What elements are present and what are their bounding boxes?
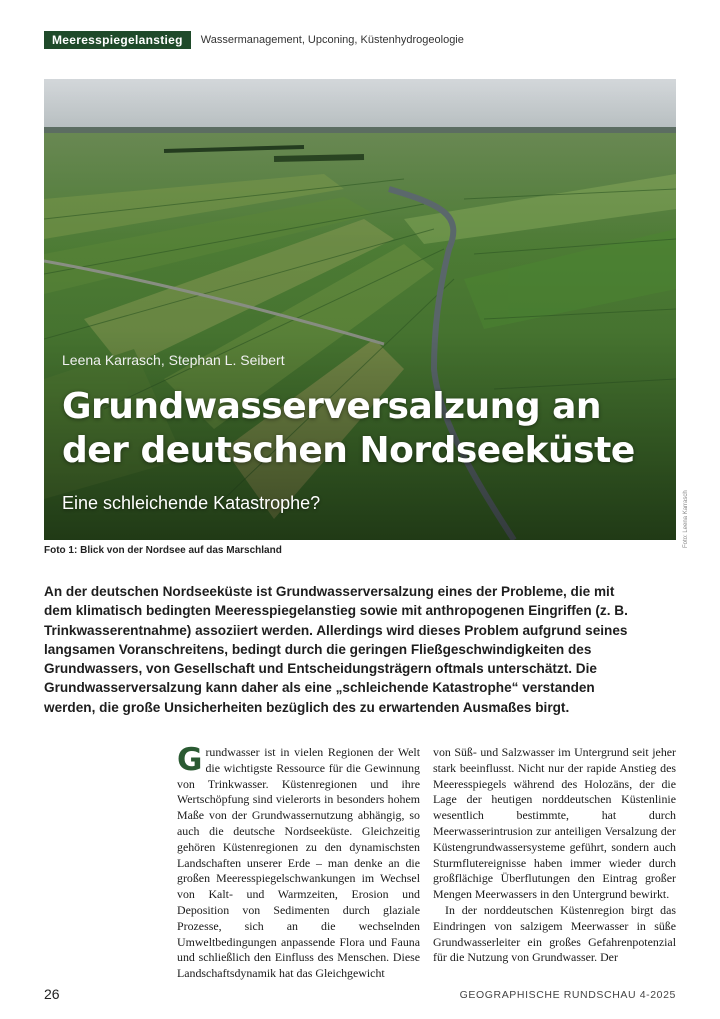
body-column-2 [433,745,676,966]
body-paragraph: von Süß- und Salzwasser im Untergrund seit jeher stark beeinflusst. Nicht nur der rapide Anstieg des Meeresspiegels während des Holozäns, der die Lage der heutigen norddeutschen Küstenlinie wesentlich bestimmte, hat durch Meerwasserintrusion zur anteiligen Versalzung der Küstengrundwassersysteme geführt, sondern auch Sturmflutereignisse haben immer wieder durch großflächige Überflutungen den Eintrag großer Mengen Meerwassers in den Untergrund bewirkt. [433,745,676,902]
article-title: Grundwasserversalzung an der deutschen Nordseeküste [62,386,635,471]
hero-photo [44,79,676,540]
body-text: rundwasser ist in vielen Regionen der Welt die wichtigste Ressource für die Gewinnung von Trinkwasser. Küstenregionen und ihre Wertschöpfung sind vielerorts in besonders hohem Maße von der Grundwassernutzung abhängig, so auch die deutsche Nordseeküste. Gleichzeitig gehören Küstenregionen zu den dynamischsten Landschaften unserer Erde – man denke an die großen Meeresspiegelschwankungen im Wechsel von Kalt- und Warmzeiten, Erosion und Deposition von Sedimenten durch glaziale Prozesse, sich an die wechselnden Umweltbedingungen anpassende Flora und Fauna und schließlich den Einfluss des Menschen. Diese Landschaftsdynamik hat das Gleichgewicht [177,745,420,981]
body-column-1 [177,742,420,982]
section-header [44,31,464,49]
body-paragraph [177,742,420,982]
section-tag: Meeresspiegelanstieg [44,31,191,49]
photo-caption: Foto 1: Blick von der Nordsee auf das Marschland [44,545,282,556]
article-subtitle: Eine schleichende Katastrophe? [62,493,321,513]
journal-footer: GEOGRAPHISCHE RUNDSCHAU 4-2025 [459,989,676,1001]
body-paragraph: In der norddeutschen Küstenregion birgt das Eindringen von salzigem Meerwasser in süße Grundwasserleiter ein großes Gefahrenpotenzial für die Nutzung von Grundwasser. Der [433,902,676,965]
authors: Leena Karrasch, Stephan L. Seibert [62,352,285,368]
keywords: Wassermanagement, Upconing, Küstenhydrogeologie [200,34,464,46]
photo-credit: Foto: Leena Karrasch [683,490,689,548]
page-number: 26 [44,986,60,1002]
lead-paragraph: An der deutschen Nordseeküste ist Grundwasserversalzung eines der Probleme, die mit dem klimatisch bedingten Meeresspiegelanstieg sowie mit anthropogenen Eingriffen (z. B. Trinkwasserentnahme) assoziiert werden. Allerdings wird dieses Problem aufgrund seines langsamen Voranschreitens, bedingt durch die geringen Fließgeschwindigkeiten des Grundwassers, von Gesellschaft und Entscheidungsträgern oftmals unterschätzt. Die Grundwasserversalzung kann daher als eine „schleichende Katastrophe“ verstanden werden, die große Unsicherheiten bezüglich des zu erwartenden Ausmaßes birgt. [44,584,628,715]
drop-cap: G [177,742,203,778]
